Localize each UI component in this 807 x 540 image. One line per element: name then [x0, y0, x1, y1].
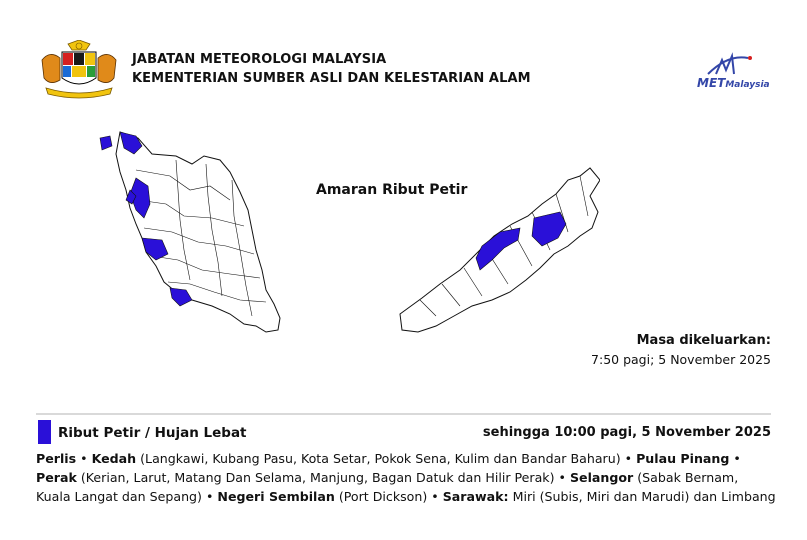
legend-swatch: [38, 420, 51, 444]
issued-time-value: 7:50 pagi; 5 November 2025: [591, 352, 771, 367]
area-detail: (Port Dickson): [338, 489, 428, 504]
affected-areas-text: Perlis • Kedah (Langkawi, Kubang Pasu, Kota Setar, Pokok Sena, Kulim dan Bandar Baharu) • Pulau Pinang • Perak (Kerian, Larut, Matang Dan Selama, Manjung, Bagan Datuk dan Hilir Perak) • Selangor (Sabak Bernam, Kuala Langat dan Sepang) • Negeri Sembilan (Port Dickson) • Sarawak: Miri (Subis, Miri dan Marudi) dan Limbang: [36, 451, 776, 504]
header: [0, 0, 807, 110]
coat-of-arms-icon: [36, 40, 122, 102]
area-state: Kedah: [91, 451, 137, 466]
legend-label: Ribut Petir / Hujan Lebat: [58, 425, 247, 441]
area-state: Pulau Pinang: [636, 451, 730, 466]
malaysia-map: [80, 120, 600, 380]
met-logo-text: METMalaysia: [697, 76, 770, 90]
area-state: Perlis: [36, 451, 77, 466]
area-detail: (Langkawi, Kubang Pasu, Kota Setar, Pokok Sena, Kulim dan Bandar Baharu): [140, 451, 621, 466]
area-state: Selangor: [569, 470, 634, 485]
peninsular-malaysia: [116, 132, 280, 332]
area-state: Negeri Sembilan: [217, 489, 335, 504]
area-state: Perak: [36, 470, 77, 485]
agency-name: JABATAN METEOROLOGI MALAYSIA: [132, 52, 387, 67]
area-detail: Miri (Subis, Miri dan Marudi) dan Limbang: [512, 489, 776, 504]
area-state: Sarawak:: [442, 489, 509, 504]
issued-time-label: Masa dikeluarkan:: [636, 333, 771, 348]
map-title: Amaran Ribut Petir: [316, 182, 468, 198]
section-divider: [36, 413, 771, 415]
valid-until: sehingga 10:00 pagi, 5 November 2025: [482, 425, 771, 440]
ministry-name: KEMENTERIAN SUMBER ASLI DAN KELESTARIAN ALAM: [132, 71, 531, 86]
area-detail: (Kerian, Larut, Matang Dan Selama, Manjung, Bagan Datuk dan Hilir Perak): [80, 470, 555, 485]
area-detail: (Sabak Bernam, Kuala Langat dan Sepang): [36, 470, 739, 504]
